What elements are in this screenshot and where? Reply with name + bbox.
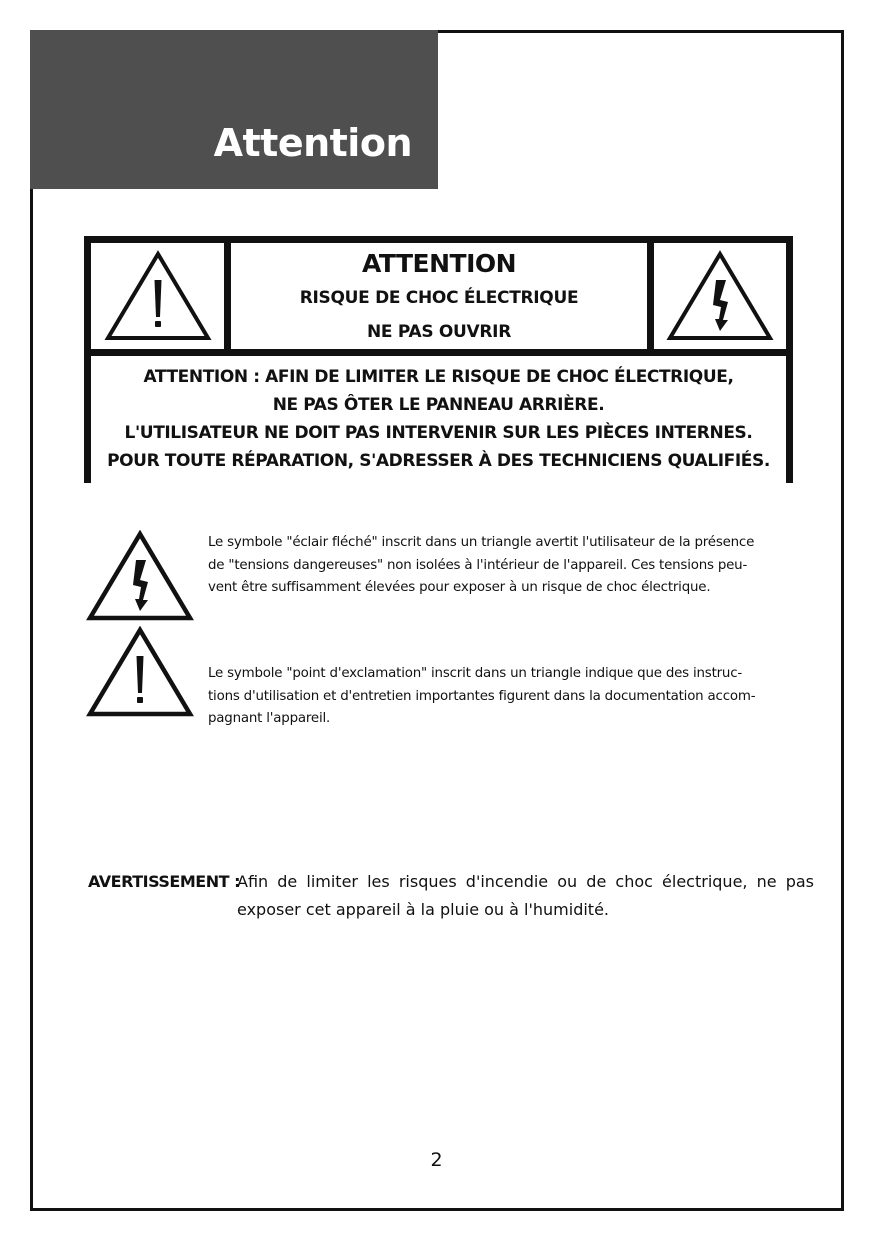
warning-line: Afin de limiter les risques d'incendie ou de choc électrique, ne pas — [237, 872, 814, 891]
warning-label: AVERTISSEMENT : — [88, 872, 240, 891]
description-line: pagnant l'appareil. — [208, 711, 331, 726]
label-notice-cell — [91, 356, 786, 483]
header-band — [30, 30, 438, 189]
label-notice-line: ATTENTION : AFIN DE LIMITER LE RISQUE DE CHOC ÉLECTRIQUE, — [143, 367, 734, 387]
description-line: de "tensions dangereuses" non isolées à l'intérieur de l'appareil. Ces tensions peu- — [208, 557, 748, 573]
description-line: vent être suffisamment élevées pour exposer à un risque de choc électrique. — [208, 580, 711, 595]
warning-label-box — [84, 236, 793, 483]
label-notice-line: NE PAS ÔTER LE PANNEAU ARRIÈRE. — [272, 395, 605, 415]
warning-text — [237, 868, 814, 924]
lightning-triangle-icon — [86, 530, 194, 622]
exclamation-triangle-icon — [86, 626, 194, 718]
label-title: ATTENTION — [361, 249, 517, 278]
description-line: Le symbole "éclair fléché" inscrit dans un triangle avertit l'utilisateur de la présence — [208, 535, 755, 550]
lightning-symbol-description — [208, 532, 792, 600]
label-notice-line: L'UTILISATEUR NE DOIT PAS INTERVENIR SUR LES PIÈCES INTERNES. — [124, 423, 753, 443]
label-risk-line: RISQUE DE CHOC ÉLECTRIQUE — [299, 288, 579, 308]
exclamation-triangle-icon — [104, 250, 212, 342]
exclamation-symbol-description — [208, 663, 792, 731]
description-line: Le symbole "point d'exclamation" inscrit dans un triangle indique que des instruc- — [208, 666, 743, 681]
page-number: 2 — [430, 1149, 443, 1171]
label-do-not-open-line: NE PAS OUVRIR — [367, 322, 511, 342]
label-left-icon-cell — [91, 243, 224, 349]
lightning-triangle-icon — [666, 250, 774, 342]
label-title-cell — [231, 243, 647, 349]
label-right-icon-cell — [654, 243, 786, 349]
warning-line: exposer cet appareil à la pluie ou à l'humidité. — [237, 900, 609, 919]
description-line: tions d'utilisation et d'entretien importantes figurent dans la documentation accom- — [208, 688, 756, 704]
warning-label-grid — [91, 243, 786, 476]
label-notice-line: POUR TOUTE RÉPARATION, S'ADRESSER À DES TECHNICIENS QUALIFIÉS. — [107, 451, 770, 471]
page-title: Attention — [213, 121, 412, 165]
